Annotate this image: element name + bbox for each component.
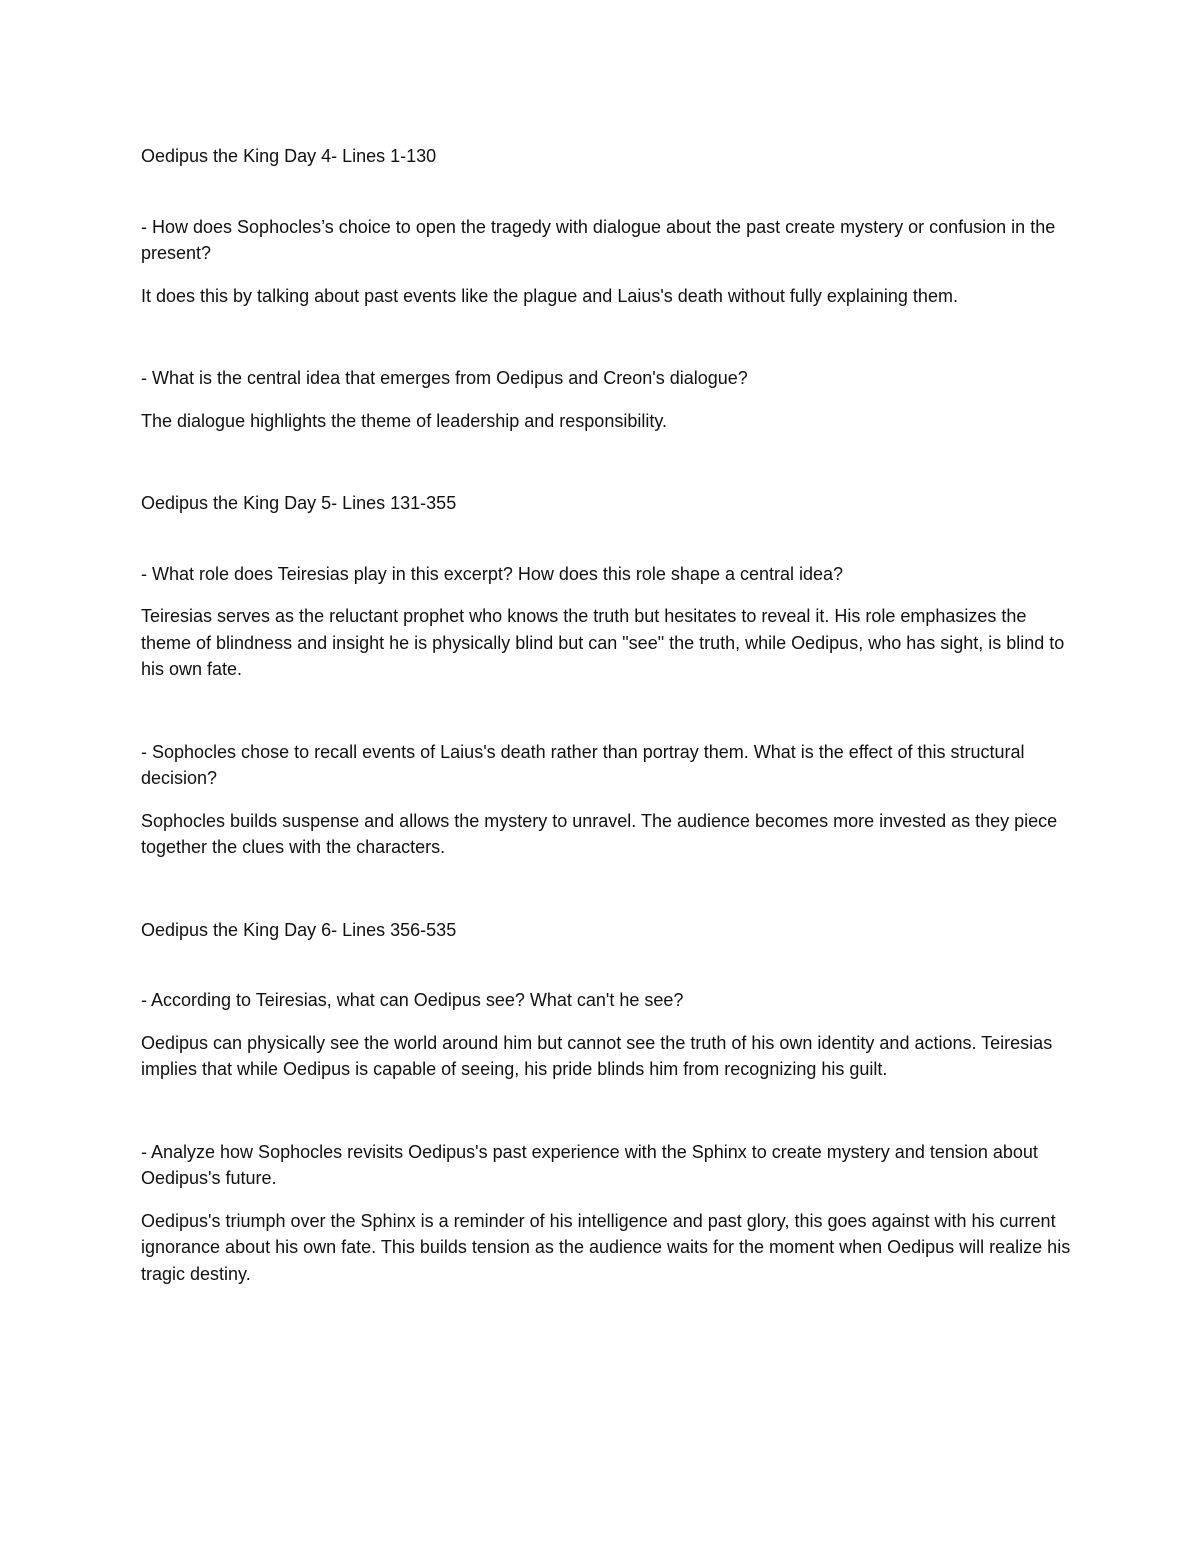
section-heading: Oedipus the King Day 5- Lines 131-355 xyxy=(141,493,457,513)
question-text: - What role does Teiresias play in this excerpt? How does this role shape a central idea? xyxy=(141,563,844,584)
question-text: - Sophocles chose to recall events of Laius's death rather than portray them. What is the effect of this structural decision? xyxy=(141,741,1025,788)
section-day-4 xyxy=(141,143,1071,434)
document-body xyxy=(141,143,1071,1287)
question-text: - According to Teiresias, what can Oedipus see? What can't he see? xyxy=(141,990,684,1010)
section-day-5 xyxy=(141,490,1071,861)
answer-text: Teiresias serves as the reluctant prophet who knows the truth but hesitates to reveal it. His role emphasizes the theme of blindness and insight he is physically blind but can "see" the truth, while Oedipus, who has sight, is blind to his own fate. xyxy=(141,606,1065,679)
section-heading: Oedipus the King Day 4- Lines 1-130 xyxy=(141,146,437,166)
answer-text: Oedipus can physically see the world around him but cannot see the truth of his own identity and actions. Teiresias implies that while Oedipus is capable of seeing, his pride blinds him from recognizing his guilt. xyxy=(141,1032,1053,1079)
answer-text: Sophocles builds suspense and allows the mystery to unravel. The audience becomes more invested as they piece together the clues with the characters. xyxy=(141,810,1058,857)
answer-text: It does this by talking about past events like the plague and Laius's death without fully explaining them. xyxy=(141,285,958,306)
section-heading: Oedipus the King Day 6- Lines 356-535 xyxy=(141,919,457,940)
question-text: - What is the central idea that emerges from Oedipus and Creon's dialogue? xyxy=(141,368,748,388)
answer-text: Oedipus's triumph over the Sphinx is a reminder of his intelligence and past glory, this goes against with his current ignorance about his own fate. This builds tension as the audience waits for the moment when Oedipus will realize his tragic destiny. xyxy=(141,1210,1071,1284)
question-text: - Analyze how Sophocles revisits Oedipus's past experience with the Sphinx to create mystery and tension about Oedipus's future. xyxy=(141,1141,1038,1188)
answer-text: The dialogue highlights the theme of leadership and responsibility. xyxy=(141,410,667,431)
section-day-6 xyxy=(141,917,1071,1288)
question-text: - How does Sophocles’s choice to open the tragedy with dialogue about the past create mystery or confusion in the present? xyxy=(141,216,1056,263)
